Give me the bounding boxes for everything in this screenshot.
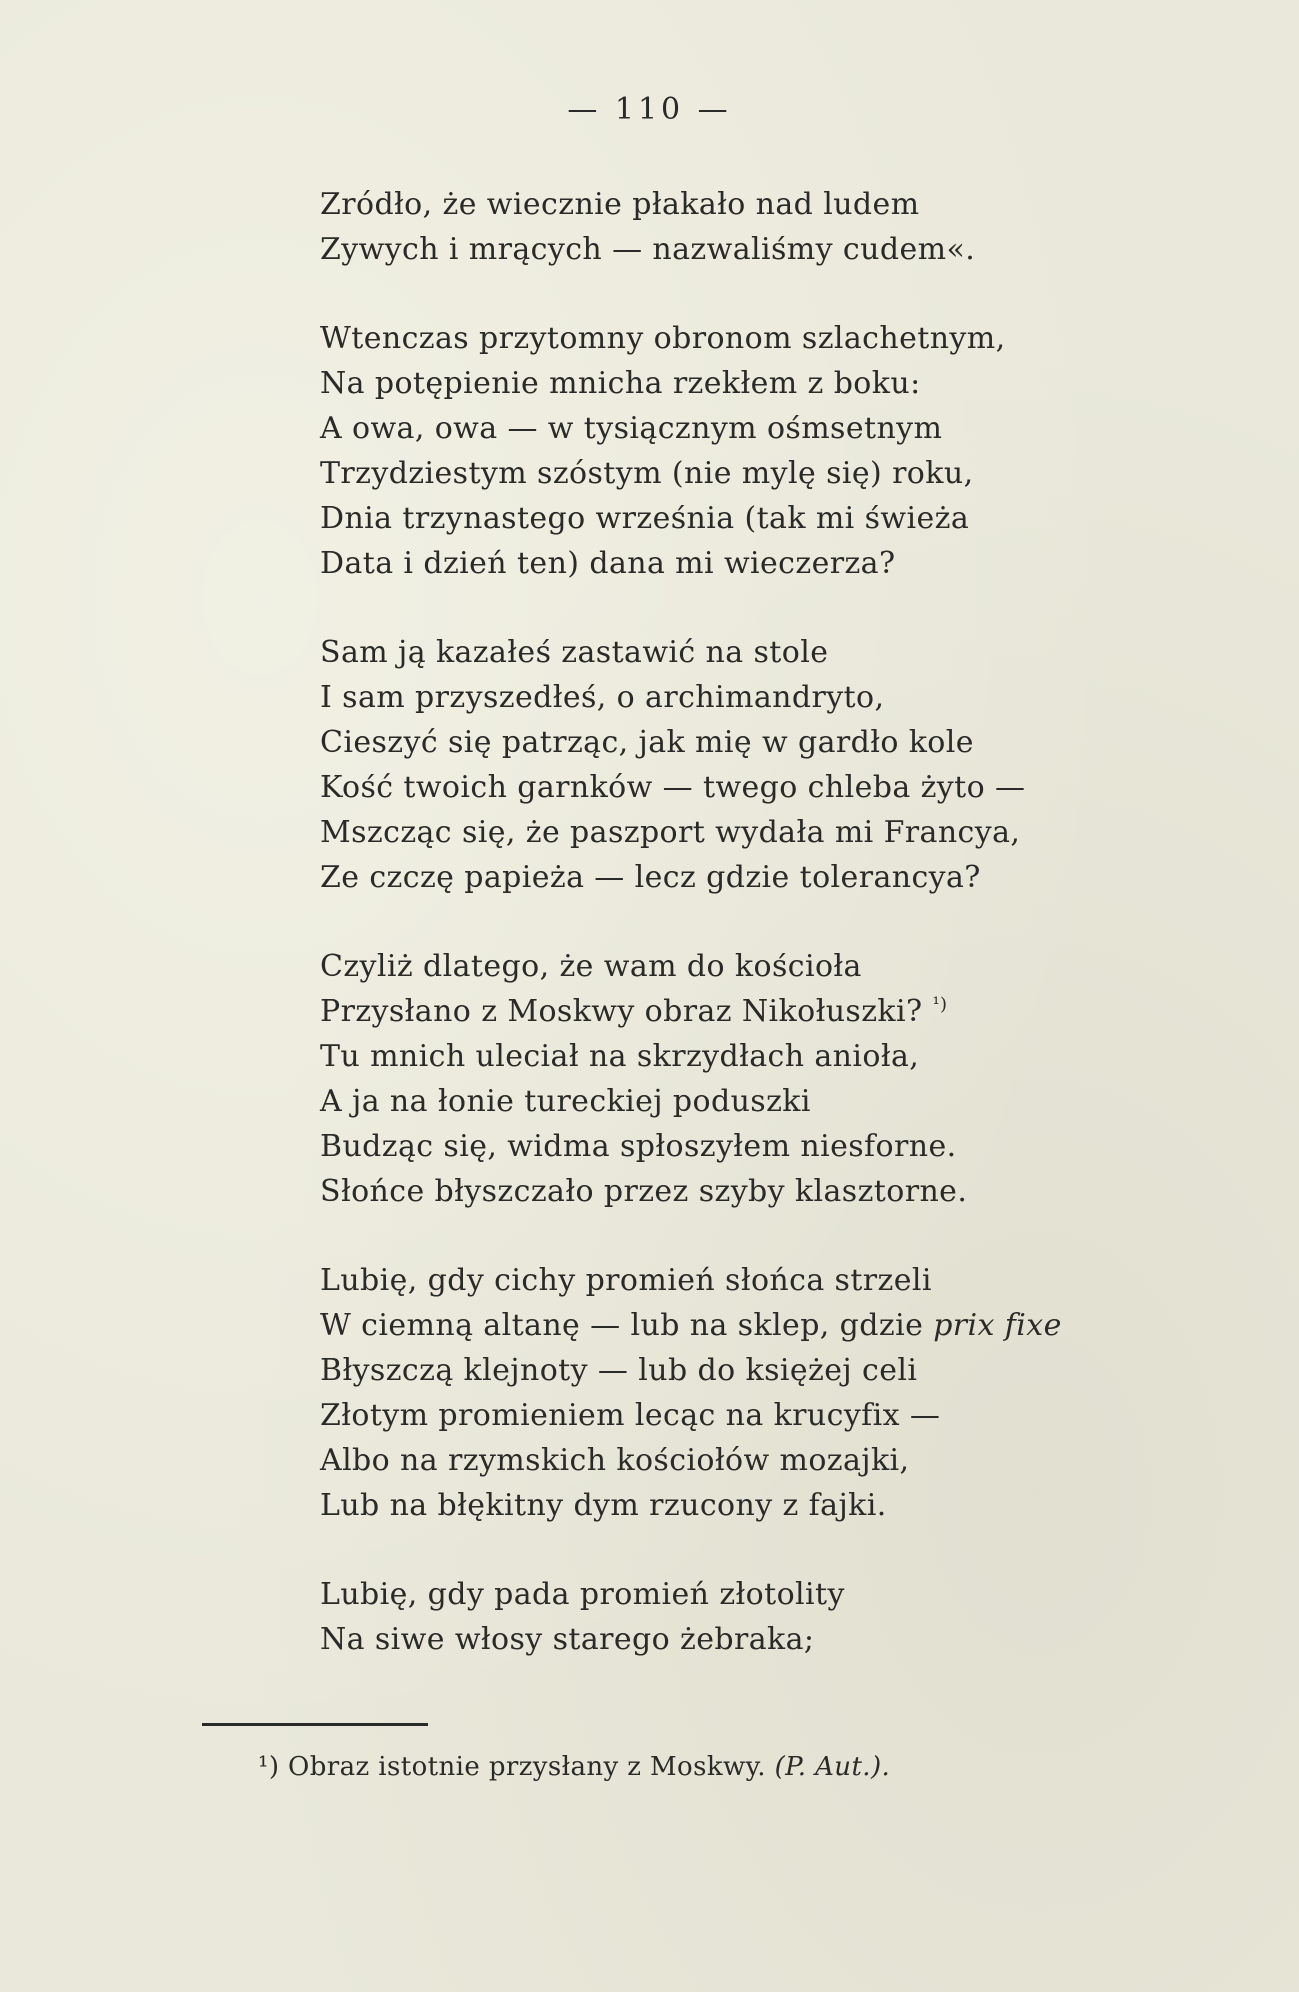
footnote-text: Obraz istotnie przysłany z Moskwy. [288,1752,766,1782]
poem-line: Na potępienie mnicha rzekłem z boku: [320,366,921,401]
poem-line: Tu mnich uleciał na skrzydłach anioła, [320,1039,920,1074]
footnote-reference: ¹) [932,994,948,1015]
stanza [320,1258,1220,1528]
poem-text [320,182,1220,1706]
poem-line [320,1303,1220,1348]
page-number: — 110 — [567,92,732,127]
poem-line: A owa, owa — w tysiącznym ośmsetnym [320,411,943,446]
poem-line: I sam przyszedłeś, o archimandryto, [320,680,885,715]
poem-line-text: W ciemną altanę — lub na sklep, gdzie [320,1308,924,1343]
poem-line: Ze czczę papieża — lecz gdzie tolerancya? [320,860,981,895]
stanza [320,316,1220,586]
stanza [320,1572,1220,1662]
poem-line: Czyliż dlatego, że wam do kościoła [320,949,862,984]
poem-line: Data i dzień ten) dana mi wieczerza? [320,546,896,581]
poem-line: Lub na błękitny dym rzucony z fajki. [320,1488,887,1523]
poem-line: Kość twoich garnków — twego chleba żyto — [320,770,1026,805]
poem-line: Na siwe włosy starego żebraka; [320,1622,815,1657]
poem-line: Zródło, że wiecznie płakało nad ludem [320,187,920,222]
poem-line-text: Przysłano z Moskwy obraz Nikołuszki? [320,994,923,1029]
footnote-divider [202,1723,428,1726]
poem-line: Mszcząc się, że paszport wydała mi Francya, [320,815,1021,850]
poem-line: Budząc się, widma spłoszyłem niesforne. [320,1129,957,1164]
poem-line: Błyszczą klejnoty — lub do księżej celi [320,1353,918,1388]
stanza [320,944,1220,1214]
stanza [320,182,1220,272]
poem-line: Sam ją kazałeś zastawić na stole [320,635,829,670]
poem-line [320,989,1220,1034]
poem-line: Lubię, gdy pada promień złotolity [320,1577,845,1612]
poem-line: Wtenczas przytomny obronom szlachetnym, [320,321,1006,356]
poem-line: Cieszyć się patrząc, jak mię w gardło kole [320,725,974,760]
poem-line: Złotym promieniem lecąc na krucyfix — [320,1398,941,1433]
poem-line: Albo na rzymskich kościołów mozajki, [320,1443,910,1478]
poem-line: Słońce błyszczało przez szyby klasztorne. [320,1174,968,1209]
poem-line: Zywych i mrących — nazwaliśmy cudem«. [320,232,976,267]
poem-line: A ja na łonie tureckiej poduszki [320,1084,811,1119]
stanza [320,630,1220,900]
poem-line: Lubię, gdy cichy promień słońca strzeli [320,1263,932,1298]
poem-line: Trzydziestym szóstym (nie mylę się) roku, [320,456,974,491]
footnote-mark: ¹) [258,1752,280,1782]
footnote-source: (P. Aut.). [774,1752,891,1782]
footnote [258,1752,890,1782]
poem-line: Dnia trzynastego września (tak mi świeża [320,501,970,536]
italic-phrase: prix fixe [933,1308,1062,1343]
